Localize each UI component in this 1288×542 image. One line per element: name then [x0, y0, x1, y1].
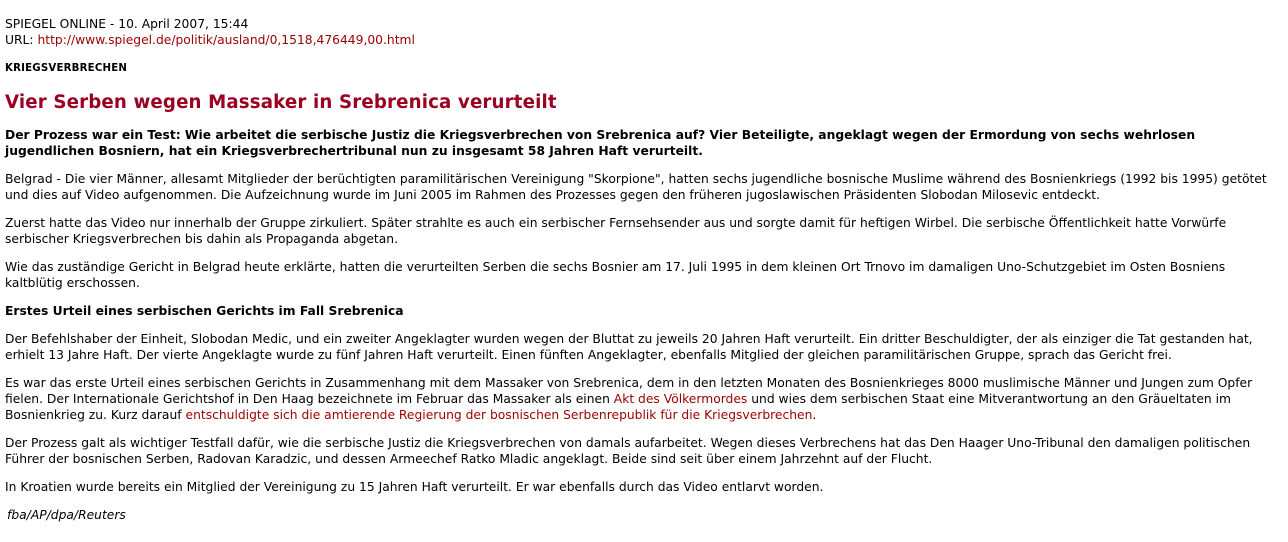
paragraph-5 — [5, 375, 1283, 423]
source-credit: fba/AP/dpa/Reuters — [7, 508, 126, 522]
apology-link[interactable]: entschuldigte sich die amtierende Regierung der bosnischen Serbenrepublik für die Kriegsverbrechen — [185, 408, 813, 422]
paragraph-7: In Kroatien wurde bereits ein Mitglied der Vereinigung zu 15 Jahren Haft verurteilt. Er war ebenfalls durch das Video entlarvt worden. — [5, 480, 824, 494]
url-line — [5, 32, 1283, 48]
article-url-link[interactable]: http://www.spiegel.de/politik/ausland/0,1518,476449,00.html — [37, 33, 415, 47]
paragraph-2: Zuerst hatte das Video nur innerhalb der Gruppe zirkuliert. Später strahlte es auch ein serbischer Fernsehsender aus und sorgte damit für heftigen Wirbel. Die serbische Öffentlichkeit hatte Vorwürfe serbischer Kriegsverbrechen bis dahin als Propaganda abgetan. — [5, 216, 1227, 246]
paragraph-1: Belgrad - Die vier Männer, allesamt Mitglieder der berüchtigten paramilitärischen Vereinigung "Skorpione", hatten sechs jugendliche bosnische Muslime während des Bosnienkriegs (1992 bis 1995) getötet und dies auf Video aufgenommen. Die Aufzeichnung wurde im Juni 2005 im Rahmen des Prozesses gegen den früheren jugoslawischen Präsidenten Slobodan Milosevic entdeckt. — [5, 172, 1267, 202]
lead-paragraph: Der Prozess war ein Test: Wie arbeitet die serbische Justiz die Kriegsverbrechen von Srebrenica auf? Vier Beteiligte, angeklagt wegen der Ermordung von sechs wehrlosen jugendlichen Bosniern, hat ein Kriegsverbrechertribunal nun zu insgesamt 58 Jahren Haft verurteilt. — [5, 128, 1196, 158]
paragraph-5-text-c: . — [812, 408, 817, 422]
kicker: KRIEGSVERBRECHEN — [5, 63, 128, 74]
paragraph-5-text-a: Es war das erste Urteil eines serbischen Gerichts in Zusammenhang mit dem Massaker von Srebrenica, dem in den letzten Monaten des Bosnienkrieges 8000 muslimische Männer und Jungen zum Opfer fielen. Der Internationale Gerichtshof in Den Haag bezeichnete im Februar das Massaker als einen — [5, 376, 1253, 406]
url-label: URL: — [5, 33, 38, 47]
paragraph-6: Der Prozess galt als wichtiger Testfall dafür, wie die serbische Justiz die Kriegsverbrechen von damals aufarbeitet. Wegen dieses Verbrechens hat das Den Haager Uno-Tribunal den damaligen politischen Führer der bosnischen Serben, Radovan Karadzic, und dessen Armeechef Ratko Mladic angeklagt. Beide sind seit über einem Jahrzehnt auf der Flucht. — [5, 436, 1251, 466]
subheading: Erstes Urteil eines serbischen Gerichts im Fall Srebrenica — [5, 304, 404, 318]
paragraph-3: Wie das zuständige Gericht in Belgrad heute erklärte, hatten die verurteilten Serben die sechs Bosnier am 17. Juli 1995 in dem kleinen Ort Trnovo im damaligen Uno-Schutzgebiet im Osten Bosniens kaltblütig erschossen. — [5, 260, 1226, 290]
voelkermord-link[interactable]: Akt des Völkermordes — [613, 392, 748, 406]
publication-line: SPIEGEL ONLINE - 10. April 2007, 15:44 — [5, 17, 249, 31]
headline: Vier Serben wegen Massaker in Srebrenica verurteilt — [5, 92, 557, 113]
paragraph-5-text-b: und wies dem serbischen Staat eine Mitverantwortung an den Gräueltaten im Bosnienkrieg zu. Kurz darauf — [5, 392, 1232, 422]
paragraph-4: Der Befehlshaber der Einheit, Slobodan Medic, und ein zweiter Angeklagter wurden wegen der Bluttat zu jeweils 20 Jahren Haft verurteilt. Ein dritter Beschuldigter, der als einziger die Tat gestanden hat, erhielt 13 Jahre Haft. Der vierte Angeklagte wurde zu fünf Jahren Haft verurteilt. Einen fünften Angeklagter, ebenfalls Mitglied der gleichen paramilitärischen Gruppe, sprach das Gericht frei. — [5, 332, 1253, 362]
